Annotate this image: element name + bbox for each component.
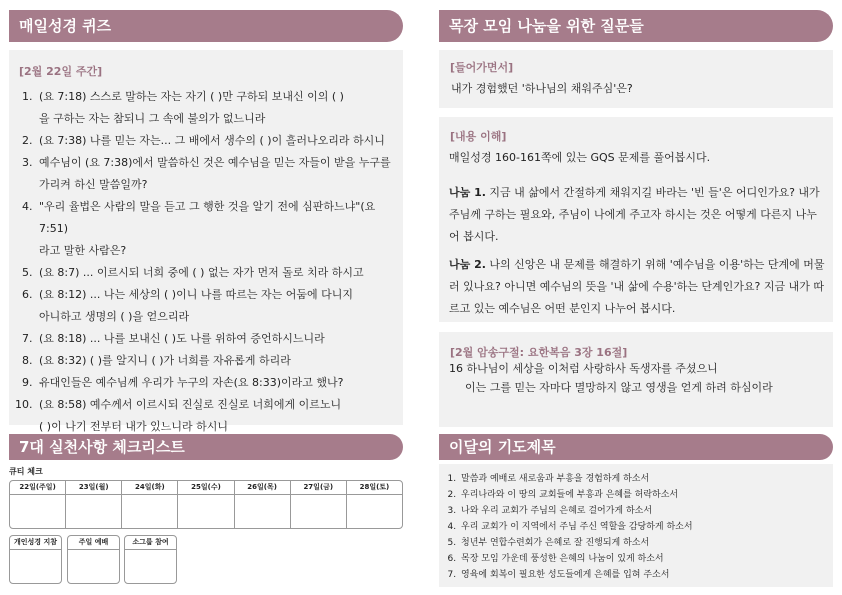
memory-line-1: 16 하나님이 세상을 이처럼 사랑하사 독생자를 주셨으니 bbox=[449, 362, 718, 375]
intro-panel bbox=[439, 50, 833, 108]
day-check-cell[interactable] bbox=[235, 495, 291, 529]
intro-text: 내가 경험했던 '하나님의 채워주심'은? bbox=[451, 82, 633, 95]
day-check-cell[interactable] bbox=[66, 495, 122, 529]
worship-check-box[interactable]: 주일 예배 bbox=[67, 535, 120, 584]
quiz-item: 7. (요 8:18) ... 나를 보내신 ( )도 나를 위하여 증언하시느니라 bbox=[36, 328, 403, 350]
calendar-check-row bbox=[10, 495, 402, 529]
prayer-item: 6. 목장 모임 가운데 풍성한 은혜의 나눔이 있게 하소서 bbox=[459, 551, 693, 567]
content-title: [내용 이해] bbox=[450, 130, 507, 143]
prayer-panel bbox=[439, 464, 833, 587]
day-check-cell[interactable] bbox=[347, 495, 402, 529]
content-panel bbox=[439, 117, 833, 322]
quiz-item: 4. "우리 율법은 사람의 말을 듣고 그 행한 것을 알기 전에 심판하느냐"(요 7:51) 라고 말한 사람은? bbox=[36, 196, 403, 262]
quiz-header: 매일성경 퀴즈 bbox=[9, 10, 403, 42]
quiz-item: 5. (요 8:7) ... 이르시되 너희 중에 ( ) 없는 자가 먼저 돌로 치라 하시고 bbox=[36, 262, 403, 284]
quiz-item: 2. (요 7:38) 나를 믿는 자는... 그 배에서 생수의 ( )이 흘러나오리라 하시니 bbox=[36, 130, 403, 152]
quiz-item: 8. (요 8:32) ( )를 알지니 ( )가 너희를 자유롭게 하리라 bbox=[36, 350, 403, 372]
smallgroup-check-box[interactable]: 소그룹 참여 bbox=[124, 535, 177, 584]
memory-title: [2월 암송구절: 요한복음 3장 16절] bbox=[450, 346, 628, 359]
checklist-header: 7대 실천사항 체크리스트 bbox=[9, 434, 403, 460]
quiz-item: 10. (요 8:58) 예수께서 이르시되 진실로 진실로 너희에게 이르노니 ( )이 나기 전부터 내가 있느니라 하시니 bbox=[36, 394, 403, 438]
quiz-item: 6. (요 8:12) ... 나는 세상의 ( )이니 나를 따르는 자는 어둠에 다니지 아니하고 생명의 ( )을 얻으리라 bbox=[36, 284, 403, 328]
day-label: 22일(주일) bbox=[10, 481, 66, 494]
quiz-item: 3. 예수님이 (요 7:38)에서 말씀하신 것은 예수님을 믿는 자들이 받을 누구를 가리켜 하신 말씀일까? bbox=[36, 152, 403, 196]
bible-check-box[interactable]: 개인성경 지참 bbox=[9, 535, 62, 584]
quiz-item: 1. (요 7:18) 스스로 말하는 자는 자기 ( )만 구하되 보내신 이의 ( ) 을 구하는 자는 참되니 그 속에 불의가 없느니라 bbox=[36, 86, 403, 130]
memory-panel bbox=[439, 332, 833, 427]
share-question-1: 나눔 1. 지금 내 삶에서 간절하게 채워지길 바라는 '빈 들'은 어디인가요? 내가 주님께 구하는 필요와, 주님이 나에게 주고자 하시는 것은 어떻게 다른지 나누어 봅시다. bbox=[449, 186, 820, 243]
qt-check-label: 큐티 체크 bbox=[9, 467, 43, 476]
qt-calendar bbox=[9, 480, 403, 529]
day-check-cell[interactable] bbox=[291, 495, 347, 529]
day-label: 27일(금) bbox=[291, 481, 347, 494]
day-check-cell[interactable] bbox=[122, 495, 178, 529]
prayer-item: 2. 우리나라와 이 땅의 교회들에 부흥과 은혜를 허락하소서 bbox=[459, 487, 693, 503]
day-label: 25일(수) bbox=[178, 481, 234, 494]
questions-header: 목장 모임 나눔을 위한 질문들 bbox=[439, 10, 833, 42]
share-question-2: 나눔 2. 나의 신앙은 내 문제를 해결하기 위해 '예수님을 이용'하는 단계에 머물러 있나요? 아니면 예수님의 뜻을 '내 삶에 수용'하는 단계인가요? 지금 내가 따르고 있는 예수님은 어떤 분인지 나누어 봅시다. bbox=[449, 258, 825, 315]
day-label: 23일(월) bbox=[66, 481, 122, 494]
content-text: 매일성경 160-161쪽에 있는 GQS 문제를 풀어봅시다. bbox=[449, 151, 711, 164]
prayer-item: 3. 나와 우리 교회가 주님의 은혜로 걸어가게 하소서 bbox=[459, 503, 693, 519]
memory-line-2: 이는 그를 믿는 자마다 멸망하지 않고 영생을 얻게 하려 하심이라 bbox=[465, 381, 773, 394]
quiz-week-label: [2월 22일 주간] bbox=[19, 65, 103, 78]
quiz-list bbox=[9, 86, 403, 438]
prayer-list bbox=[439, 471, 693, 583]
day-label: 24일(화) bbox=[122, 481, 178, 494]
prayer-item: 7. 영육에 회복이 필요한 성도들에게 은혜를 입혀 주소서 bbox=[459, 567, 693, 583]
quiz-panel bbox=[9, 50, 403, 433]
prayer-item: 1. 말씀과 예배로 새로움과 부흥을 경험하게 하소서 bbox=[459, 471, 693, 487]
calendar-header-row bbox=[10, 481, 402, 495]
day-label: 28일(토) bbox=[359, 483, 390, 491]
intro-title: [들어가면서] bbox=[450, 61, 514, 74]
day-label: 26일(목) bbox=[235, 481, 291, 494]
prayer-item: 4. 우리 교회가 이 지역에서 주님 주신 역할을 감당하게 하소서 bbox=[459, 519, 693, 535]
prayer-header: 이달의 기도제목 bbox=[439, 434, 833, 460]
day-check-cell[interactable] bbox=[10, 495, 66, 529]
quiz-item: 9. 유대인들은 예수님께 우리가 누구의 자손(요 8:33)이라고 했나? bbox=[36, 372, 403, 394]
prayer-item: 5. 청년부 연합수련회가 은혜로 잘 진행되게 하소서 bbox=[459, 535, 693, 551]
day-check-cell[interactable] bbox=[178, 495, 234, 529]
